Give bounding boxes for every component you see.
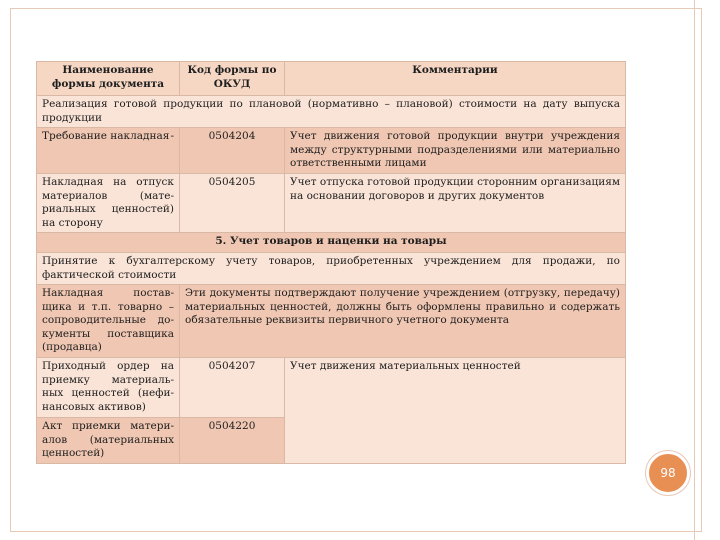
table-row [37,358,626,418]
form-name-cell [37,128,180,174]
header-form-name: Наименование формы документа [37,62,180,96]
form-name-cell: Приходный ордер на приемку материаль-ных ценностей (нефи-нансовых активов) [37,358,180,418]
table-row [37,285,626,358]
header-comments: Комментарии [285,62,626,96]
document-forms-table [36,61,626,464]
form-name-cell: Накладная на отпуск материалов (мате-риальных ценностей) на сторону [37,174,180,233]
form-code-cell: 0504204 [180,128,285,174]
form-name-cell: Акт приемки матери-алов (материальных ценностей) [37,418,180,464]
form-name-dash: - [170,130,174,142]
form-code-cell: 0504220 [180,418,285,464]
table-row [37,128,626,174]
form-name-text: Требование накладная [42,130,170,142]
table-row [37,96,626,128]
form-code-cell: 0504207 [180,358,285,418]
section-heading: 5. Учет товаров и наценки на товары [37,233,626,253]
comment-cell: Учет движения готовой продукции внутри учреждения между структурными подразделениями или материально ответственными лицами [285,128,626,174]
comment-cell: Эти документы подтверждают получение учреждением (отгрузку, передачу) материальных ценностей, должны быть оформлены правильно и содержать обязательные реквизиты первичного учетного документа [180,285,626,358]
group-title: Реализация готовой продукции по плановой (нормативно – плановой) стоимости на дату выпуска продукции [37,96,626,128]
section-heading-row [37,233,626,253]
form-code-cell: 0504205 [180,174,285,233]
table-row [37,253,626,285]
slide-edge-line [694,0,695,540]
group-title: Принятие к бухгалтерскому учету товаров, приобретенных учреждением для продажи, по фактической стоимости [37,253,626,285]
page-number-badge: 98 [646,451,690,495]
comment-cell: Учет движения материальных ценностей [285,358,626,464]
table-header-row [37,62,626,96]
form-name-cell: Накладная постав-щика и т.п. товарно – сопроводительные до-кументы поставщика (продавца) [37,285,180,358]
header-okud-code: Код формы по ОКУД [180,62,285,96]
comment-cell: Учет отпуска готовой продукции сторонним организациям на основании договоров и других документов [285,174,626,233]
table-row [37,174,626,233]
